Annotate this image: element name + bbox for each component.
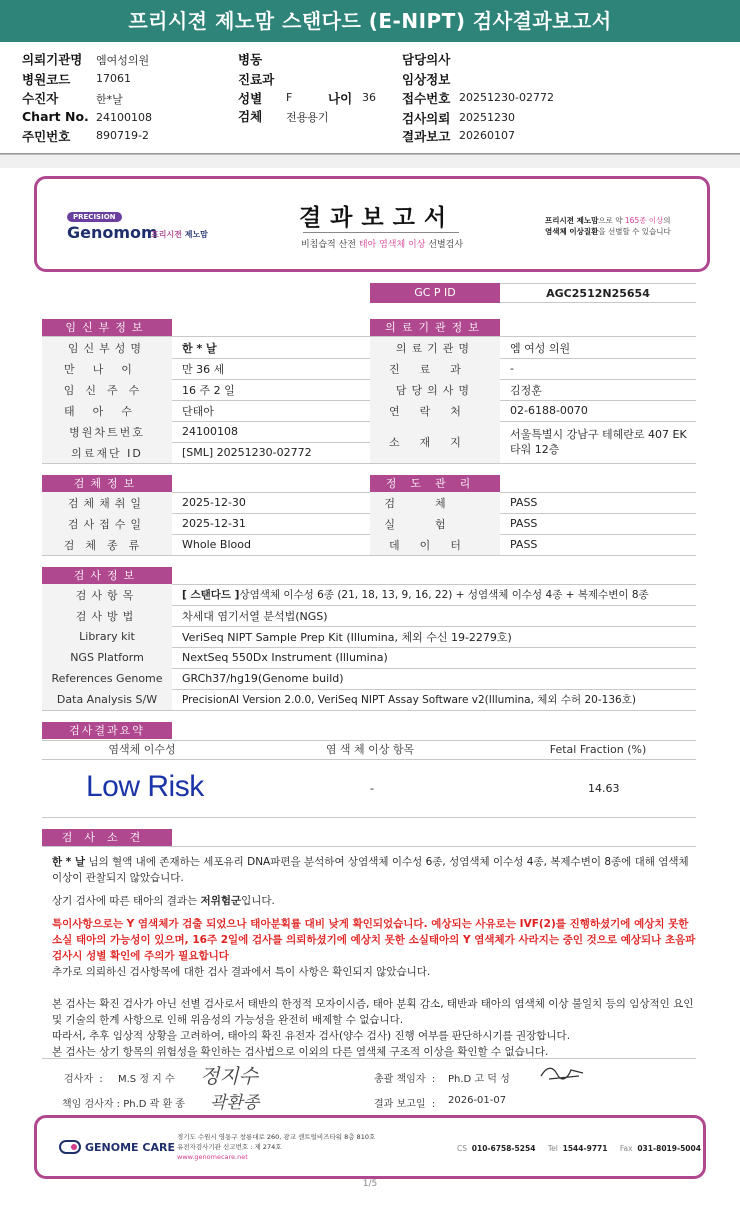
row-label: 검사항목 — [42, 584, 172, 605]
footer-website-link[interactable]: www.genomecare.net — [177, 1153, 248, 1161]
row-label: Data Analysis S/W — [42, 689, 172, 710]
row-value: PrecisionAI Version 2.0.0, VeriSeq NIPT Assay Software v2(Illumina, 체외 수허 20-136호) — [182, 694, 636, 706]
findings-disclaimer: 본 검사는 상기 항목의 위험성을 확인하는 검사법으로 이외의 다른 염색체 구조적 이상을 확인할 수 없습니다. — [52, 1046, 549, 1058]
ward-label: 병동 — [238, 52, 263, 67]
table-row — [42, 626, 696, 647]
footer-contact: CS 010-6758-5254 Tel 1544-9771 Fax 031-8019-5004 — [457, 1144, 701, 1153]
report-date: 2026-01-07 — [448, 1095, 507, 1106]
table-row — [42, 400, 696, 421]
patient-value: 한*날 — [96, 93, 123, 106]
row-label: 임신부성명 — [42, 337, 172, 358]
report-label: 결과보고 — [402, 129, 451, 144]
director-name: Ph.D 고 덕 성 — [448, 1074, 510, 1085]
pregnant-section-header: 임신부정보 — [42, 319, 172, 336]
table-row — [42, 421, 370, 442]
report-tagline: 프리시젼 제노맘으로 약 165종 이상의 염색체 이상질환을 선별할 수 있습니다 — [545, 216, 671, 236]
abnormal-result: - — [370, 782, 374, 795]
header-info — [0, 42, 740, 154]
genomom-logo: Genomom — [67, 223, 158, 242]
row-label: Library kit — [42, 626, 172, 647]
table-row — [42, 358, 696, 379]
row-value: 김정훈 — [510, 383, 542, 397]
table-row — [42, 668, 696, 689]
table-divider — [42, 846, 696, 847]
findings-text — [52, 854, 700, 1060]
chief-label: 책임 검사자 : Ph.D 곽 환 종 — [62, 1099, 185, 1110]
table-row — [42, 379, 696, 400]
row-label: 소재지 — [370, 421, 500, 463]
report-header-card — [34, 176, 710, 272]
row-value: 24100108 — [182, 425, 238, 438]
doctor-label: 담당의사 — [402, 52, 451, 67]
row-label: 검체종류 — [42, 534, 172, 555]
table-divider — [42, 817, 696, 818]
sex-label: 성별 — [238, 91, 263, 106]
gcpid-value: AGC2512N25654 — [500, 283, 696, 303]
findings-paragraph: 추가로 의뢰하신 검사항목에 대한 검사 결과에서 특이 사항은 확인되지 않았습니다. — [52, 966, 431, 978]
table-divider — [42, 710, 696, 711]
row-value: 단태아 — [182, 404, 214, 418]
report-title: 결과보고서 — [298, 205, 456, 231]
specimen-label: 검체 — [238, 109, 263, 124]
table-row — [42, 605, 696, 626]
director-label: 총괄 책임자 : — [374, 1074, 442, 1085]
genome-care-logo-icon — [59, 1140, 81, 1154]
request-label: 검사의뢰 — [402, 111, 451, 126]
risk-result: Low Risk — [86, 770, 204, 803]
row-value: [SML] 20251230-02772 — [182, 446, 312, 459]
receipt-label: 접수번호 — [402, 91, 451, 106]
row-value: VeriSeq NIPT Sample Prep Kit (Illumina, 체외 수신 19-2279호) — [182, 630, 512, 644]
footer-address: 경기도 수원시 영통구 창룡대로 260, 광교 센트럴비즈타워 8층 810호 유전자검사기관 신고번호 : 제 274호 www.genomecare.net — [177, 1133, 376, 1161]
genomom-logo-sub: 프리시젼 제노맘 — [151, 230, 208, 239]
table-row — [42, 534, 696, 555]
findings-disclaimer: 따라서, 추후 임상적 상황을 고려하여, 태아의 확진 유전자 검사(양수 검사) 진행 여부를 판단하시기를 권장합니다. — [52, 1030, 571, 1042]
fetal-fraction-value: 14.63 — [588, 782, 620, 795]
row-label: NGS Platform — [42, 647, 172, 668]
page-number: 1/5 — [362, 1179, 378, 1189]
rrn-value: 890719-2 — [96, 129, 149, 142]
row-value: [ 스탠다드 ] 상염색체 이수성 6종 (21, 18, 13, 9, 16, 22) + 성염색체 이수성 4종 + 복제수변이 8종 — [182, 589, 649, 601]
summary-section-header: 검사결과요약 — [42, 722, 172, 739]
table-divider — [42, 463, 696, 464]
table-divider — [42, 555, 696, 556]
specimen-section-header: 검체정보 — [42, 475, 172, 492]
title-rule — [303, 232, 459, 233]
table-divider — [42, 759, 696, 760]
chart-value: 24100108 — [96, 111, 152, 124]
patient-label: 수진자 — [22, 91, 59, 106]
request-value: 20251230 — [459, 111, 515, 124]
hospital-value: 엠여성의원 — [96, 54, 150, 67]
row-value: 한 * 날 — [182, 341, 217, 355]
row-value: PASS — [510, 538, 538, 551]
table-row — [42, 689, 696, 710]
report-subtitle: 비침습적 산전 태아 염색체 이상 선별검사 — [300, 240, 464, 250]
row-label: 검사방법 — [42, 605, 172, 626]
findings-paragraph: 상기 검사에 따른 태아의 결과는 저위험군입니다. — [52, 895, 275, 907]
report-date-label: 결과 보고일 : — [374, 1099, 442, 1110]
table-row — [370, 421, 696, 463]
test-section-header: 검사정보 — [42, 567, 172, 584]
specimen-value: 전용용기 — [286, 111, 329, 124]
footer-card — [34, 1115, 706, 1179]
row-label: 검사접수일 — [42, 513, 172, 534]
row-label: 의료재단 ID — [42, 442, 172, 463]
row-value: 서울특별시 강남구 테헤란로 407 EK타워 12층 — [510, 428, 687, 456]
chart-label: Chart No. — [22, 109, 89, 124]
row-value: 엠 여성 의원 — [510, 341, 571, 355]
row-label: 실험 — [370, 513, 500, 534]
code-label: 병원코드 — [22, 72, 71, 87]
row-value: 16 주 2 일 — [182, 383, 235, 397]
hospital-label: 의뢰기관명 — [22, 52, 83, 67]
summary-col-aneuploidy: 염색체 이수성 — [108, 743, 176, 756]
table-row — [42, 492, 696, 513]
findings-paragraph: 한 * 날 님의 혈액 내에 존재하는 세포유리 DNA파편을 분석하여 상염색체 이수성 6종, 성염색체 이수성 4종, 복제수변이 8종에 대해 염색체 이상이 관찰되지 않았습니다. — [52, 856, 689, 884]
row-label: 진료과 — [370, 358, 500, 379]
row-label: 검체 — [370, 492, 500, 513]
row-label: 임신주수 — [42, 379, 172, 400]
code-value: 17061 — [96, 72, 131, 85]
gcpid-label: GC P ID — [370, 283, 500, 303]
receipt-value: 20251230-02772 — [459, 91, 554, 104]
summary-col-abnormal: 염 색 체 이상 항목 — [325, 743, 415, 756]
institution-section-header: 의료기관정보 — [370, 319, 500, 336]
director-signature-icon — [538, 1062, 586, 1084]
row-label: 만나이 — [42, 358, 172, 379]
row-label: 의료기관명 — [370, 337, 500, 358]
chief-signature: 곽환종 — [210, 1093, 260, 1113]
row-value: 차세대 염기서열 분석법(NGS) — [182, 609, 328, 623]
summary-col-fetal-fraction: Fetal Fraction (%) — [549, 743, 647, 756]
rrn-label: 주민번호 — [22, 129, 71, 144]
row-value: 2025-12-30 — [182, 496, 246, 509]
document-title: 프리시젼 제노맘 스탠다드 (E-NIPT) 검사결과보고서 — [0, 0, 740, 42]
row-value: PASS — [510, 517, 538, 530]
row-label: References Genome — [42, 668, 172, 689]
genome-care-logo: GENOME CARE — [59, 1140, 175, 1154]
precision-badge: PRECISION — [67, 212, 122, 222]
report-value: 20260107 — [459, 129, 515, 142]
row-value: NextSeq 550Dx Instrument (Illumina) — [182, 651, 388, 664]
age-value: 36 — [362, 91, 376, 104]
findings-disclaimer: 본 검사는 확진 검사가 아닌 선별 검사로서 태반의 한정적 모자이시즘, 태아 분획 감소, 태반과 태아의 염색체 이상 불일치 등의 임상적인 요인 및 기술의 한계 사항으로 인해 위음성의 가능성을 완전히 배제할 수 없습니다. — [52, 998, 694, 1026]
table-row — [42, 337, 696, 358]
sex-value: F — [286, 91, 293, 104]
header-divider — [0, 154, 740, 168]
row-value: 02-6188-0070 — [510, 404, 588, 417]
age-label: 나이 — [328, 91, 353, 106]
tester-name: M.S 정 지 수 — [118, 1074, 175, 1085]
qc-section-header: 정도관리 — [370, 475, 500, 492]
table-row — [42, 647, 696, 668]
table-row — [42, 584, 696, 605]
row-label: 병원차트번호 — [42, 421, 172, 442]
table-row — [42, 442, 370, 463]
table-divider — [42, 1058, 696, 1059]
row-value: 만 36 세 — [182, 362, 225, 376]
row-value: 2025-12-31 — [182, 517, 246, 530]
clinical-label: 임상정보 — [402, 72, 451, 87]
row-label: 연락처 — [370, 400, 500, 421]
row-label: 데이터 — [370, 534, 500, 555]
row-value: GRCh37/hg19(Genome build) — [182, 672, 344, 685]
row-label: 태아수 — [42, 400, 172, 421]
row-value: PASS — [510, 496, 538, 509]
row-label: 검체채취일 — [42, 492, 172, 513]
dept-label: 진료과 — [238, 72, 275, 87]
tester-label: 검사자 : — [64, 1074, 110, 1085]
findings-section-header: 검사소견 — [42, 829, 172, 846]
row-label: 담당의사명 — [370, 379, 500, 400]
table-row — [42, 513, 696, 534]
findings-special-note: 특이사항으로는 Y 염색체가 검출 되었으나 태아분획률 대비 낮게 확인되었습니다. 예상되는 사유로는 IVF(2)를 진행하셨기에 예상치 못한 소실 태아의 가능성이 있으며, 16주 2일에 검사를 의뢰하셨기에 예상치 못한 소실태아의 Y 염색체가 사라지는 중인 것으로 예상되나 초음파 검사시 성별 확인에 주의가 필요합니다 — [52, 918, 696, 962]
row-value: Whole Blood — [182, 538, 251, 551]
tester-signature: 정지수 — [200, 1064, 258, 1088]
row-value: - — [510, 362, 514, 375]
